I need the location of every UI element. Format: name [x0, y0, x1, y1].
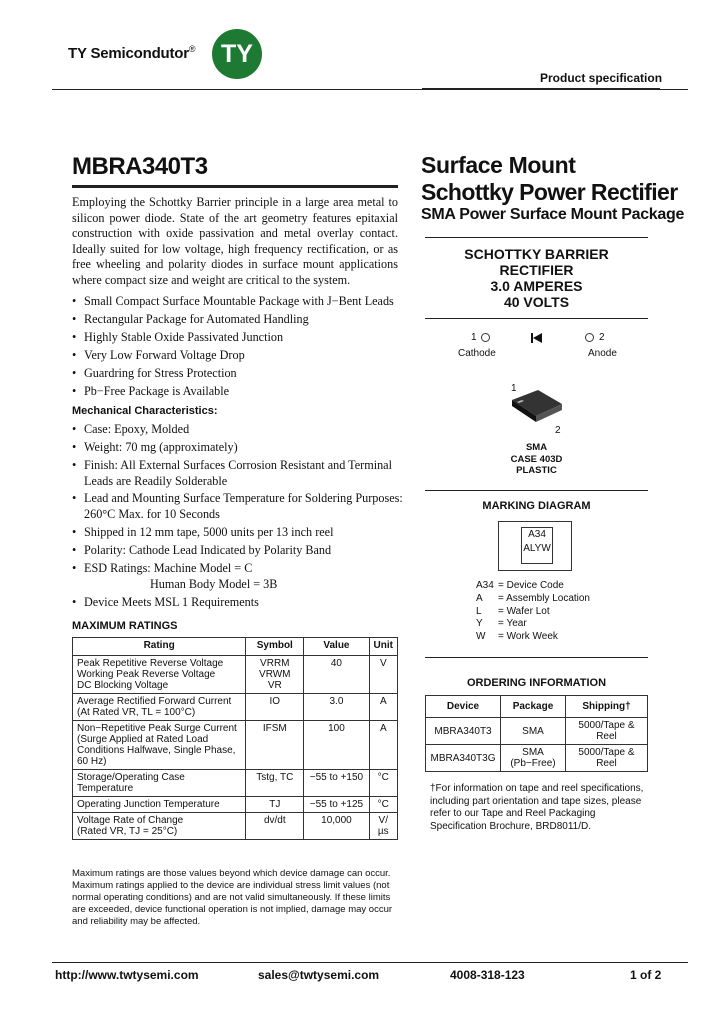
unit-cell: °C	[369, 770, 397, 797]
column-header: Rating	[73, 638, 246, 656]
table-row	[73, 770, 398, 797]
rating-cell: Non−Repetitive Peak Surge Current (Surge Applied at Rated Load Conditions Halfwave, Single Phase, 60 Hz)	[73, 721, 246, 770]
unit-cell: °C	[369, 797, 397, 813]
list-item-cont: 260°C Max. for 10 Seconds	[84, 507, 220, 521]
value-cell: 3.0	[304, 694, 369, 721]
max-ratings-title: MAXIMUM RATINGS	[72, 620, 178, 632]
summary-box	[425, 246, 648, 310]
title-line-2: Schottky Power Rectifier	[421, 179, 678, 205]
unit-cell: V/µs	[369, 813, 397, 840]
value-cell: −55 to +150	[304, 770, 369, 797]
column-header: Shipping†	[566, 696, 648, 718]
part-number: MBRA340T3	[72, 153, 208, 180]
package-line: SMA	[525, 442, 548, 453]
list-item: • Very Low Forward Voltage Drop	[72, 348, 245, 362]
marking-title: MARKING DIAGRAM	[482, 500, 591, 512]
pin-2-label: 2	[599, 332, 605, 343]
part-rule	[72, 185, 398, 188]
list-item: • Guardring for Stress Protection	[72, 366, 237, 380]
column-header: Symbol	[246, 638, 304, 656]
table-row	[73, 813, 398, 840]
symbol-cell: IFSM	[246, 721, 304, 770]
table-row	[73, 797, 398, 813]
marking-line-1: A34	[528, 529, 546, 540]
ordering-title: ORDERING INFORMATION	[466, 677, 607, 689]
footer-email[interactable]: sales@twtysemi.com	[258, 968, 380, 982]
value-cell: −55 to +125	[304, 797, 369, 813]
column-header: Unit	[369, 638, 397, 656]
package-line: PLASTIC	[516, 465, 557, 476]
list-item: • Rectangular Package for Automated Handling	[72, 312, 309, 326]
list-item: • Lead and Mounting Surface Temperature for Soldering Purposes:	[72, 491, 403, 505]
table-row	[73, 721, 398, 770]
table-row	[73, 656, 398, 694]
rating-cell: Peak Repetitive Reverse Voltage Working Peak Reverse Voltage DC Blocking Voltage	[73, 656, 246, 694]
rating-cell: Average Rectified Forward Current (At Rated VR, TL = 100°C)	[73, 694, 246, 721]
package-cell: SMA (Pb−Free)	[501, 745, 566, 772]
header-rule	[52, 89, 688, 90]
spec-rule	[422, 88, 660, 89]
package-caption	[425, 442, 648, 477]
list-item: • Pb−Free Package is Available	[72, 384, 230, 398]
unit-cell: V	[369, 656, 397, 694]
legend-row: L = Wafer Lot	[476, 605, 550, 617]
company-logo: TY	[212, 29, 262, 79]
package-pin-1-label: 1	[511, 383, 517, 394]
summary-line: RECTIFIER	[499, 262, 574, 278]
marking-code-box	[521, 527, 553, 564]
pin-2-terminal	[585, 333, 594, 342]
summary-line: 3.0 AMPERES	[490, 278, 583, 294]
marking-line-2: ALYW	[523, 543, 551, 554]
legend-row: Y = Year	[476, 618, 527, 630]
package-cell: SMA	[501, 718, 566, 745]
table-row	[426, 718, 648, 745]
symbol-cell: Tstg, TC	[246, 770, 304, 797]
marking-top-rule	[425, 490, 648, 491]
summary-line: SCHOTTKY BARRIER	[464, 246, 609, 262]
brand-name: TY Semicondutor®	[68, 44, 196, 62]
list-item: • Device Meets MSL 1 Requirements	[72, 595, 259, 609]
marking-legend	[476, 580, 590, 644]
ordering-note: †For information on tape and reel specifications, including part orientation and tape sizes, please refer to our Tape and Reel Packaging Specification Brochure, BRD8011/D.	[430, 783, 644, 832]
unit-cell: A	[369, 694, 397, 721]
list-item: • Small Compact Surface Mountable Package with J−Bent Leads	[72, 294, 394, 308]
product-spec-label: Product specification	[540, 71, 663, 85]
list-item: • Shipped in 12 mm tape, 5000 units per 13 inch reel	[72, 525, 334, 539]
summary-top-rule	[425, 237, 648, 238]
device-cell: MBRA340T3G	[426, 745, 501, 772]
ordering-table	[425, 695, 648, 772]
legend-row: A = Assembly Location	[476, 592, 590, 604]
list-item: • Polarity: Cathode Lead Indicated by Polarity Band	[72, 543, 332, 557]
cathode-label: Cathode	[458, 348, 496, 359]
value-cell: 40	[304, 656, 369, 694]
rating-cell: Operating Junction Temperature	[73, 797, 246, 813]
max-ratings-note: Maximum ratings are those values beyond which device damage can occur. Maximum ratings applied to the device are individual stress limit values (not normal operating conditions) and are not valid simultaneously. If these limits are exceeded, device functional operation is not implied, damage may occur and reliability may be affected.	[72, 868, 393, 927]
footer-page: 1 of 2	[630, 968, 662, 982]
pin-1-terminal	[481, 333, 490, 342]
device-cell: MBRA340T3	[426, 718, 501, 745]
package-line: CASE 403D	[510, 453, 563, 465]
column-header: Value	[304, 638, 369, 656]
max-ratings-table	[72, 637, 398, 840]
title-line-1: Surface Mount	[421, 152, 576, 178]
column-header: Package	[501, 696, 566, 718]
unit-cell: A	[369, 721, 397, 770]
pin-1-label: 1	[471, 332, 477, 343]
summary-line: 40 VOLTS	[503, 294, 570, 310]
symbol-cell: dv/dt	[246, 813, 304, 840]
title-line-3: SMA Power Surface Mount Package	[421, 206, 685, 223]
list-item-cont: Human Body Model = 3B	[150, 577, 278, 591]
list-item: • ESD Ratings: Machine Model = C	[72, 561, 253, 575]
shipping-cell: 5000/Tape & Reel	[566, 745, 648, 772]
package-pin-2-label: 2	[555, 425, 561, 436]
diode-symbol	[530, 332, 544, 344]
list-item: • Highly Stable Oxide Passivated Junction	[72, 330, 284, 344]
list-item: • Weight: 70 mg (approximately)	[72, 440, 238, 454]
list-item: • Case: Epoxy, Molded	[72, 422, 190, 436]
footer-phone: 4008-318-123	[450, 968, 525, 982]
legend-row: W = Work Week	[476, 631, 558, 643]
symbol-cell: TJ	[246, 797, 304, 813]
sma-package-icon	[508, 388, 566, 428]
rating-cell: Voltage Rate of Change (Rated VR, TJ = 25°C)	[73, 813, 246, 840]
shipping-cell: 5000/Tape & Reel	[566, 718, 648, 745]
symbol-cell: VRRM VRWM VR	[246, 656, 304, 694]
list-item: • Finish: All External Surfaces Corrosion Resistant and Terminal	[72, 458, 392, 472]
symbol-cell: IO	[246, 694, 304, 721]
value-cell: 100	[304, 721, 369, 770]
legend-row: A34 = Device Code	[476, 580, 564, 591]
ordering-top-rule	[425, 657, 648, 658]
footer-rule	[52, 962, 688, 963]
anode-label: Anode	[588, 348, 617, 359]
intro-paragraph: Employing the Schottky Barrier principle in a large area metal to silicon power diode. State of the art geometry features epitaxial construction with oxide passivation and metal overlay contact. Ideally suited for low voltage, high frequency rectification, or as free wheeling and polarity diodes in surface mount applications where compact size and weight are critical to the system.	[72, 195, 398, 287]
registered-mark: ®	[188, 44, 196, 54]
rating-cell: Storage/Operating Case Temperature	[73, 770, 246, 797]
list-item-cont: Leads are Readily Solderable	[84, 474, 228, 488]
value-cell: 10,000	[304, 813, 369, 840]
table-row	[426, 745, 648, 772]
footer-url[interactable]: http://www.twtysemi.com	[55, 968, 199, 982]
column-header: Device	[426, 696, 501, 718]
mechanical-title: Mechanical Characteristics:	[72, 405, 218, 417]
table-row	[73, 694, 398, 721]
summary-bottom-rule	[425, 318, 648, 319]
